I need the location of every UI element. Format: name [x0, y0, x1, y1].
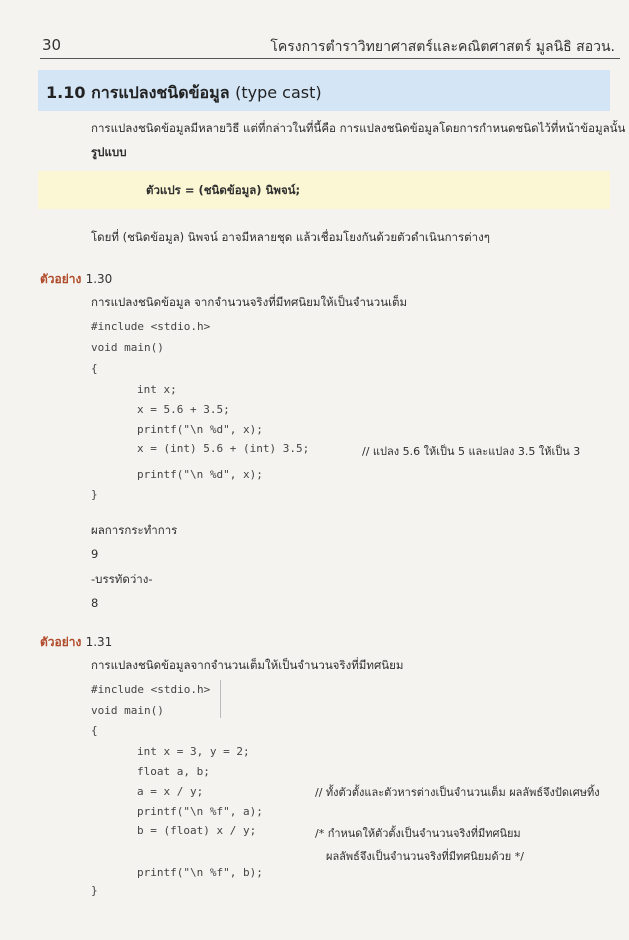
code-comment: /* กำหนดให้ตัวตั้งเป็นจำนวนจริงที่มีทศนิยม — [315, 827, 521, 840]
example-label: ตัวอย่าง — [40, 272, 82, 286]
explain-paragraph: โดยที่ (ชนิดข้อมูล) นิพจน์ อาจมีหลายชุด แล้วเชื่อมโยงกันด้วยตัวดำเนินการต่างๆ — [91, 230, 490, 244]
code-line: printf("\n %d", x); — [137, 468, 263, 481]
code-comment: // ทั้งตัวตั้งและตัวหารต่างเป็นจำนวนเต็ม ผลลัพธ์จึงปัดเศษทิ้ง — [315, 786, 600, 799]
example-description: การแปลงชนิดข้อมูล จากจำนวนจริงที่มีทศนิยมให้เป็นจำนวนเต็ม — [91, 295, 408, 309]
code-line: void main() — [91, 341, 164, 354]
code-line: float a, b; — [137, 765, 210, 778]
code-line: } — [91, 884, 98, 897]
example-heading — [40, 270, 112, 289]
intro-paragraph: การแปลงชนิดข้อมูลมีหลายวิธี แต่ที่กล่าวในที่นี้คือ การแปลงชนิดข้อมูลโดยการกำหนดชนิดไว้ที่หน้าข้อมูลนั้น — [91, 121, 626, 135]
code-line: #include <stdio.h> — [91, 683, 211, 696]
code-line: int x = 3, y = 2; — [137, 745, 250, 758]
header-rule — [40, 58, 620, 59]
format-label: รูปแบบ — [91, 145, 127, 159]
output-line: -บรรทัดว่าง- — [91, 572, 153, 586]
output-label: ผลการกระทำการ — [91, 523, 178, 537]
code-line: printf("\n %f", b); — [137, 866, 263, 879]
code-line: x = (int) 5.6 + (int) 3.5; — [137, 442, 310, 455]
example-number: 1.31 — [85, 635, 113, 649]
code-line: { — [91, 724, 98, 737]
syntax-text: ตัวแปร = (ชนิดข้อมูล) นิพจน์; — [146, 183, 301, 197]
code-line: } — [91, 488, 98, 501]
section-title-thai: การแปลงชนิดข้อมูล — [91, 83, 230, 102]
running-header: โครงการตำราวิทยาศาสตร์และคณิตศาสตร์ มูลนิธิ สอวน. — [270, 39, 615, 55]
code-line: int x; — [137, 383, 177, 396]
code-line: b = (float) x / y; — [137, 824, 257, 837]
example-description: การแปลงชนิดข้อมูลจากจำนวนเต็มให้เป็นจำนวนจริงที่มีทศนิยม — [91, 658, 404, 672]
code-line: void main() — [91, 704, 164, 717]
code-comment: ผลลัพธ์จึงเป็นจำนวนจริงที่มีทศนิยมด้วย */ — [326, 850, 524, 863]
output-line: 9 — [91, 547, 99, 561]
code-line: printf("\n %f", a); — [137, 805, 263, 818]
output-line: 8 — [91, 596, 99, 610]
code-line: a = x / y; — [137, 785, 204, 798]
section-number: 1.10 — [46, 83, 86, 102]
code-comment: // แปลง 5.6 ให้เป็น 5 และแปลง 3.5 ให้เป็น 3 — [362, 445, 581, 458]
example-heading — [40, 633, 112, 652]
section-title-english: (type cast) — [235, 83, 322, 102]
code-line: printf("\n %d", x); — [137, 423, 263, 436]
page-number: 30 — [42, 36, 62, 54]
scan-artifact-rule — [220, 680, 221, 718]
code-line: x = 5.6 + 3.5; — [137, 403, 230, 416]
example-number: 1.30 — [85, 272, 113, 286]
code-line: #include <stdio.h> — [91, 320, 211, 333]
code-line: { — [91, 362, 98, 375]
example-label: ตัวอย่าง — [40, 635, 82, 649]
syntax-box — [38, 171, 610, 209]
section-title — [46, 81, 322, 106]
